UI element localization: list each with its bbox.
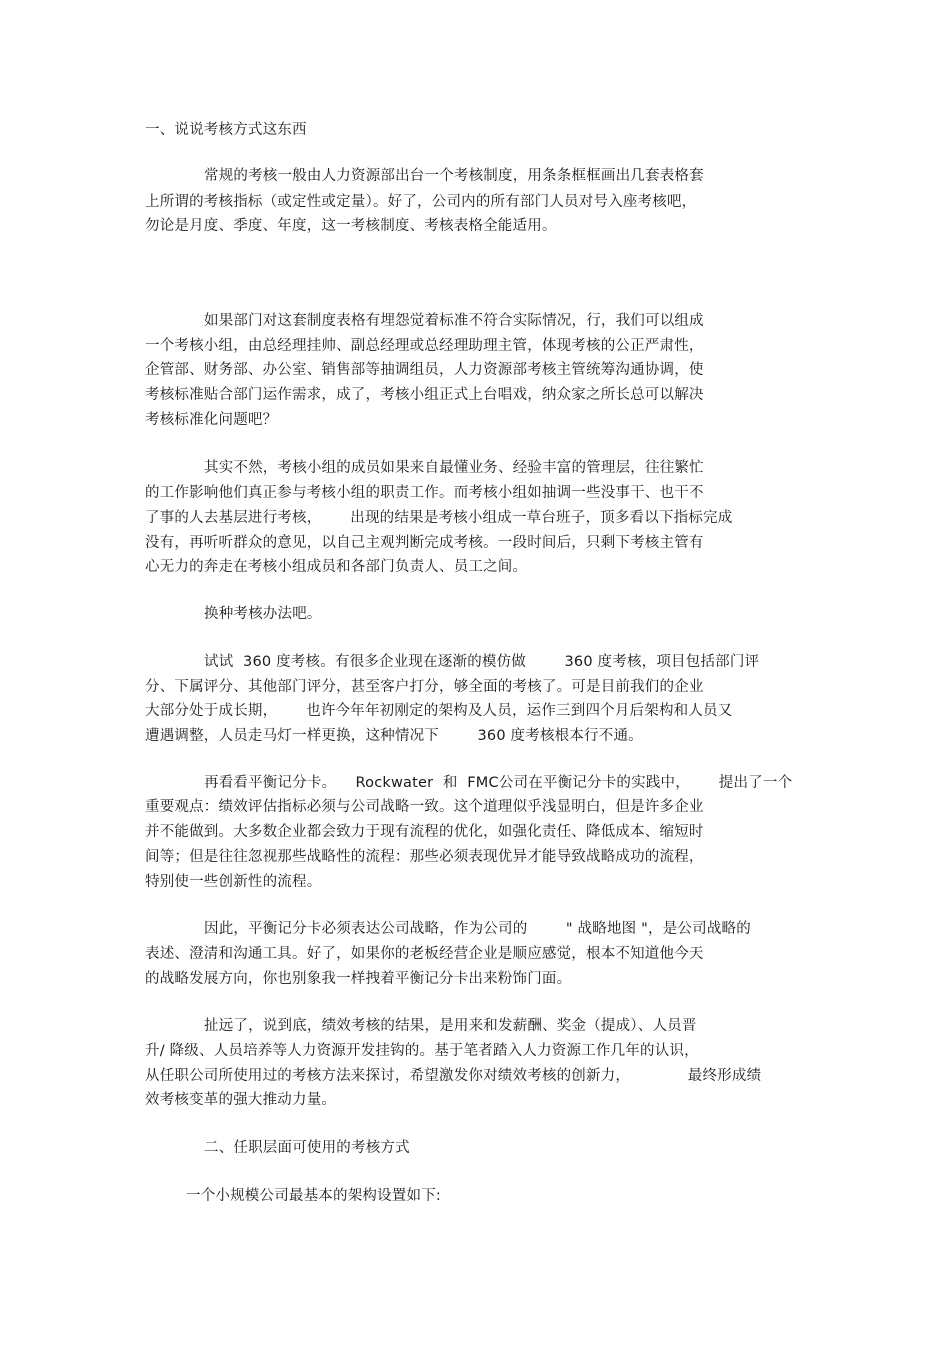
text-line: 的战略发展方向，你也别象我一样拽着平衡记分卡出来粉饰门面。: [145, 971, 572, 987]
text-line: 遭遇调整，人员走马灯一样更换，这种情况下 360 度考核根本行不通。: [145, 728, 643, 744]
text-line: 上所谓的考核指标（或定性或定量）。好了，公司内的所有部门人员对号入座考核吧，: [145, 194, 697, 210]
text-line: 再看看平衡记分卡。 Rockwater 和 FMC公司在平衡记分卡的实践中， 提出了一个: [204, 775, 793, 791]
text-line: 间等；但是往往忽视那些战略性的流程：那些必须表现优异才能导致战略成功的流程，: [145, 849, 704, 865]
text-line: 表述、澄清和沟通工具。好了，如果你的老板经营企业是顺应感觉，根本不知道他今天: [145, 946, 704, 962]
text-line: 没有，再听听群众的意见，以自己主观判断完成考核。一段时间后，只剩下考核主管有: [145, 535, 704, 551]
text-line: 考核标准贴合部门运作需求，成了，考核小组正式上台唱戏，纳众家之所长总可以解决: [145, 387, 704, 403]
text-line: 扯远了，说到底，绩效考核的结果，是用来和发薪酬、奖金（提成）、人员晋: [204, 1018, 697, 1034]
text-line: 企管部、财务部、办公室、销售部等抽调组员，人力资源部考核主管统筹沟通协调，使: [145, 362, 704, 378]
text-line: 如果部门对这套制度表格有埋怨觉着标准不符合实际情况，行，我们可以组成: [204, 313, 704, 329]
text-line: 勿论是月度、季度、年度，这一考核制度、考核表格全能适用。: [145, 218, 557, 234]
text-line: 升/ 降级、人员培养等人力资源开发挂钩的。基于笔者踏入人力资源工作几年的认识，: [145, 1043, 699, 1059]
text-line: 一个考核小组，由总经理挂帅、副总经理或总经理助理主管，体现考核的公正严肃性，: [145, 338, 704, 354]
text-line: 了事的人去基层进行考核， 出现的结果是考核小组成一草台班子，顶多看以下指标完成: [145, 510, 733, 526]
text-line: 考核标准化问题吧？: [145, 412, 278, 428]
text-line: 心无力的奔走在考核小组成员和各部门负责人、员工之间。: [145, 559, 528, 575]
text-line: 常规的考核一般由人力资源部出台一个考核制度，用条条框框画出几套表格套: [204, 168, 704, 184]
text-line: 从任职公司所使用过的考核方法来探讨，希望激发你对绩效考核的创新力， 最终形成绩: [145, 1068, 762, 1084]
text-line: 因此，平衡记分卡必须表达公司战略，作为公司的 " 战略地图 "，是公司战略的: [204, 921, 751, 937]
text-line: 的工作影响他们真正参与考核小组的职责工作。而考核小组如抽调一些没事干、也干不: [145, 485, 704, 501]
section-heading-1: 一、说说考核方式这东西: [145, 122, 307, 138]
text-line: 效考核变革的强大推动力量。: [145, 1092, 337, 1108]
text-line: 特别使一些创新性的流程。: [145, 874, 322, 890]
paragraph-9: 一个小规模公司最基本的架构设置如下:: [186, 1188, 441, 1204]
text-line: 分、下属评分、其他部门评分，甚至客户打分，够全面的考核了。可是目前我们的企业: [145, 679, 704, 695]
text-line: 其实不然，考核小组的成员如果来自最懂业务、经验丰富的管理层，往往繁忙: [204, 460, 704, 476]
text-line: 重要观点：绩效评估指标必须与公司战略一致。这个道理似乎浅显明白，但是许多企业: [145, 799, 704, 815]
text-line: 试试 360 度考核。有很多企业现在逐渐的模仿做 360 度考核，项目包括部门评: [204, 654, 760, 670]
text-line: 换种考核办法吧。: [204, 606, 322, 622]
text-line: 并不能做到。大多数企业都会致力于现有流程的优化，如强化责任、降低成本、缩短时: [145, 824, 704, 840]
section-heading-2: 二、任职层面可使用的考核方式: [204, 1140, 410, 1156]
text-line: 大部分处于成长期， 也许今年年初刚定的架构及人员，运作三到四个月后架构和人员又: [145, 703, 733, 719]
